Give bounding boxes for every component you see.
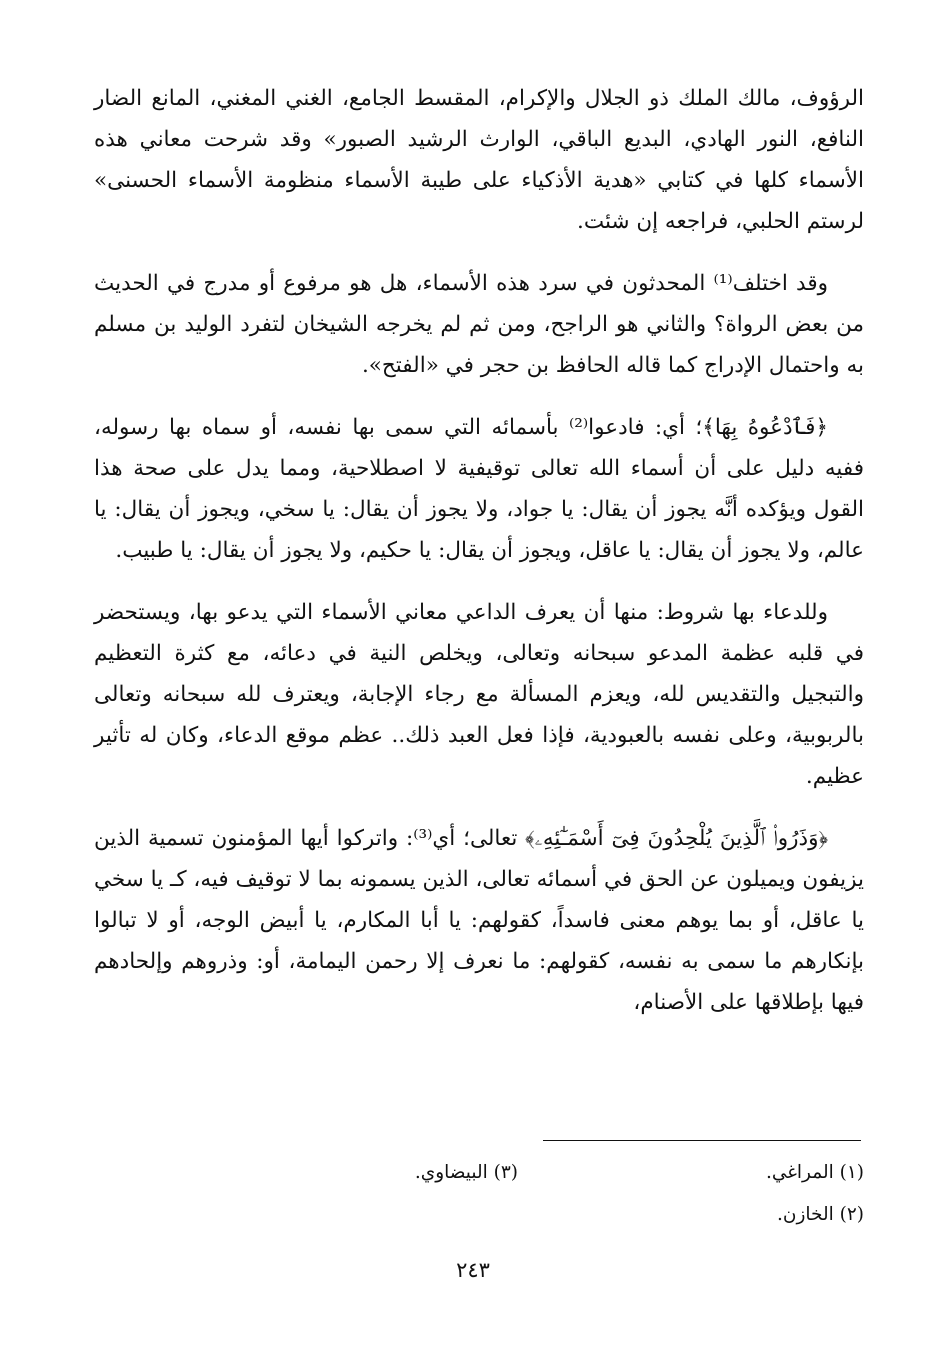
paragraph-4: وللدعاء بها شروط: منها أن يعرف الداعي معاني الأسماء التي يدعو بها، ويستحضر في قلبه عظمة المدعو سبحانه وتعالى، ويخلص النية في دعائه، مع كثرة التعظيم والتبجيل والتقديس لله، ويعزم المسألة مع رجاء الإجابة، ويعترف لله سبحانه وتعالى بالربوبية، وعلى نفسه بالعبودية، فإذا فعل العبد ذلك.. عظم موقع الدعاء، وكان له تأثير عظيم.	[94, 600, 864, 789]
paragraph-1: الرؤوف، مالك الملك ذو الجلال والإكرام، المقسط الجامع، الغني المغني، المانع الضار النافع، النور الهادي، البديع الباقي، الوارث الرشيد الصبور» وقد شرحت معاني هذه الأسماء كلها في كتابي «هدية الأذكياء على طيبة الأسماء منظومة الأسماء الحسنى» لرستم الحلبي، فراجعه إن شئت.	[94, 86, 864, 234]
paragraph-5: ﴿وَذَرُوا۟ ٱلَّذِينَ يُلْحِدُونَ فِىٓ أَسْمَـٰٓئِهِۦ﴾ تعالى؛ أي⁽³⁾: واتركوا أيها المؤمنون تسمية الذين يزيفون ويميلون عن الحق في أسمائه تعالى، الذين يسمونه بما لا توقيف فيه، كـ يا سخي يا عاقل، أو بما يوهم معنى فاسداً، كقولهم: يا أبا المكارم، يا أبيض الوجه، أو لا تبالوا بإنكارهم ما سمى به نفسه، كقولهم: ما نعرف إلا رحمن اليمامة، أو: وذروهم وإلحادهم فيها بإطلاقها على الأصنام،	[94, 826, 864, 1015]
main-text	[94, 78, 864, 1044]
footnote-1: (١) المراغي.	[765, 1162, 864, 1183]
paragraph-3: ﴿فَٱدْعُوهُ بِهَا﴾؛ أي: فادعوا⁽²⁾ بأسمائه التي سمى بها نفسه، أو سماه بها رسوله، ففيه دليل على أن أسماء الله تعالى توقيفية لا اصطلاحية، ومما يدل على صحة هذا القول ويؤكده أنَّه يجوز أن يقال: يا جواد، ولا يجوز أن يقال: يا سخي، ويجوز أن يقال: يا عالم، ولا يجوز أن يقال: يا عاقل، ويجوز أن يقال: يا حكيم، ولا يجوز أن يقال: يا طبيب.	[94, 415, 864, 563]
footnote-3: (٣) البيضاوي.	[414, 1162, 518, 1183]
paragraph-2: وقد اختلف⁽¹⁾ المحدثون في سرد هذه الأسماء، هل هو مرفوع أو مدرج في الحديث من بعض الرواة؟ والثاني هو الراجح، ومن ثم لم يخرجه الشيخان لتفرد الوليد بن مسلم به واحتمال الإدراج كما قاله الحافظ بن حجر في «الفتح».	[94, 271, 864, 378]
footnote-divider	[543, 1140, 861, 1141]
footnote-2: (٢) الخازن.	[776, 1204, 864, 1225]
page-number: ٢٤٣	[456, 1258, 490, 1282]
